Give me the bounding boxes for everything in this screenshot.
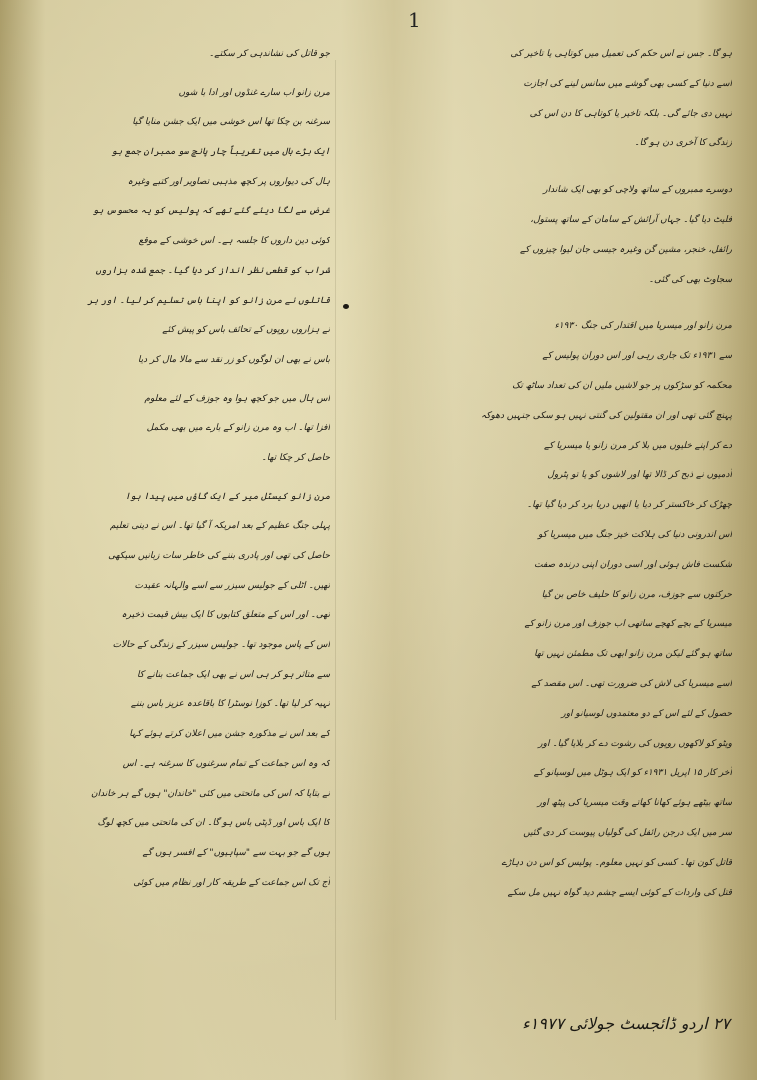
text-line: پہلی جنگ عظیم کے بعد امریکہ آ گیا تھا۔ اس نے دینی تعلیم xyxy=(110,521,330,532)
text-line: اسے میسریا کی لاش کی ضرورت تھی۔ اس مقصد کے xyxy=(531,678,732,689)
text-line: حاصل کی تھی اور پادری بننے کی خاطر سات زبانیں سیکھی xyxy=(108,551,330,561)
text-line: اس اندرونی دنیا کی ہلاکت خیز جنگ میں میسریا کو xyxy=(538,529,732,540)
paragraph xyxy=(0,79,330,376)
text-line: تہیہ کر لیا تھا۔ کوزا نوسٹرا کا باقاعدہ عزیز باس بننے xyxy=(130,699,330,710)
text-line: آخر کار ۱۵ اپریل ۱۹۳۱ء کو ایک ہوٹل میں لوسیانو کے xyxy=(533,768,732,779)
text-line: اسے دنیا کے کسی بھی گوشے میں سانس لینے کی اجازت xyxy=(523,78,732,89)
text-line: ہال کی دیواروں پر کچھ مذہبی تصاویر اور کتبے وغیرہ xyxy=(127,176,330,187)
text-line: باس نے بھی ان لوگوں کو زر نقد سے مالا مال کر دیا xyxy=(137,354,330,365)
text-line: نے ہزاروں روپوں کے تحائف باس کو پیش کئے xyxy=(162,325,330,336)
text-line: تھی۔ اور اس کے متعلق کتابوں کا ایک بیش قیمت ذخیرہ xyxy=(121,610,330,621)
text-line: مرن زانو کیسٹل میر کے ایک گاؤں میں پیدا ہوا xyxy=(124,491,330,502)
paragraph-gap xyxy=(0,70,330,79)
text-line: اس کے پاس موجود تھا۔ جولیس سیزر کے زندگی کے حالات xyxy=(112,640,330,651)
text-line: حصول کے لئے اس کے دو معتمدوں لوسیانو اور xyxy=(561,708,732,719)
text-line: اس ہال میں جو کچھ ہوا وہ جوزف کے لئے معلوم xyxy=(144,393,330,404)
text-line: سے متاثر ہو کر ہی اس نے بھی ایک جماعت بنانے کا xyxy=(137,669,330,680)
text-line: قاتل کون تھا۔ کسی کو نہیں معلوم۔ پولیس کو اس دن دہاڑے xyxy=(501,857,732,868)
left-column xyxy=(0,40,330,1060)
text-line: محکمہ کو سڑکوں پر جو لاشیں ملیں ان کی تعداد ساٹھ تک xyxy=(512,380,732,391)
paragraph xyxy=(330,312,732,908)
text-line: ساتھ بیٹھے ہوئے کھانا کھاتے وقت میسریا کی پیٹھ اور xyxy=(537,798,732,809)
text-line: فلیٹ دیا گیا۔ جہاں آرائش کے سامان کے ساتھ پستول، xyxy=(530,214,732,225)
paragraph xyxy=(0,385,330,474)
text-line: شراب کو قطعی نظر انداز کر دیا گیا۔ جمع شدہ ہزاروں xyxy=(95,265,330,276)
text-line: حرکتوں سے جوزف، مرن زانو کا حلیف خاص بن گیا xyxy=(541,589,732,600)
paragraph-gap xyxy=(0,376,330,385)
text-line: دے کر اپنے خلیوں میں بلا کر مرن زانو یا میسریا کے xyxy=(543,440,732,451)
text-line: کوئی دین داروں کا جلسہ ہے۔ اس خوشی کے موقع xyxy=(138,236,330,247)
text-line: زندگی کا آخری دن ہو گا۔ xyxy=(634,138,732,149)
text-line: حاصل کر چکا تھا۔ xyxy=(261,452,330,463)
text-line: نہیں دی جائے گی۔ بلکہ تاخیر یا کوتاہی کا دن اس کی xyxy=(529,108,732,119)
text-line: کا ایک باس اور ڈپٹی باس ہو گا۔ ان کی ماتحتی میں کچھ لوگ xyxy=(97,818,330,829)
text-line: مرن زانو اور میسریا میں اقتدار کی جنگ ۱۹۳۰ء xyxy=(554,321,732,332)
paragraph xyxy=(0,40,330,70)
text-line: ہو گا۔ جس نے اس حکم کی تعمیل میں کوتاہی یا تاخیر کی xyxy=(510,49,732,59)
paragraph xyxy=(330,40,732,159)
text-line: کہ وہ اس جماعت کے تمام سرغنوں کا سرغنہ ہے۔ اس xyxy=(122,758,330,769)
text-line: شکست فاش ہوئی اور اسی دوران اپنی درندہ صفت xyxy=(534,559,732,570)
page-number: 1 xyxy=(408,8,421,32)
text-line: ویٹو کو لاکھوں روپوں کی رشوت دے کر بلایا گیا۔ اور xyxy=(538,738,732,749)
text-line: قاتلوں نے مرن زانو کو اپنا باس تسلیم کر لیا۔ اور ہر xyxy=(87,295,330,306)
text-line: سجاوٹ بھی کی گئی۔ xyxy=(648,274,732,285)
page-footer: ۲۷ اردو ڈائجسٹ جولائی ۱۹۷۷ء xyxy=(522,1014,730,1033)
text-line: غرض سے لگا دیئے گئے تھے کہ پولیس کو یہ محسوس ہو xyxy=(92,206,330,217)
right-column xyxy=(330,40,732,1060)
text-line: میسریا کے بچے کھچے ساتھی اب جوزف اور مرن زانو کے xyxy=(524,619,732,630)
text-line: نے بتایا کہ اس کی ماتحتی میں کئی "خاندان" ہوں گے ہر خاندان xyxy=(90,788,330,799)
text-line: تھیں۔ اٹلی کے جولیس سیزر سے اسے والہانہ عقیدت xyxy=(134,580,330,591)
paragraph xyxy=(0,483,330,899)
text-line: کے بعد اس نے مذکورہ جشن میں اعلان کرتے ہوئے کہا xyxy=(129,729,330,740)
ink-dot-mark xyxy=(343,304,349,309)
text-line: چھڑک کر خاکستر کر دیا یا انھیں دریا برد کر دیا گیا تھا۔ xyxy=(526,500,732,511)
paragraph xyxy=(330,176,732,295)
text-line: مرن زانو اب سارے غنڈوں اور ادا با شوں xyxy=(178,87,330,98)
text-line: قتل کی واردات کے کوئی ایسے چشم دید گواہ نہیں مل سکے xyxy=(507,887,732,898)
paragraph-gap xyxy=(330,295,732,312)
text-line: دوسرے ممبروں کے ساتھ ولاچی کو بھی ایک شاندار xyxy=(543,185,732,196)
text-line: سے ۱۹۳۱ء تک جاری رہی اور اس دوران پولیس کے xyxy=(542,351,732,362)
text-line: ساتھ ہو گئے لیکن مرن زانو ابھی تک مطمئن نہیں تھا xyxy=(534,649,732,660)
text-line: افزا تھا۔ اب وہ مرن زانو کے بارے میں بھی مکمل xyxy=(146,423,330,434)
paragraph-gap xyxy=(0,474,330,483)
text-line: پہنچ گئی تھی اور ان مقتولین کی گنتی نہیں ہو سکی جنہیں دھوکہ xyxy=(480,410,732,421)
text-line: رائفل، خنجر، مشین گن وغیرہ جیسی جان لیوا چیزوں کے xyxy=(520,244,732,255)
text-line: آدمیوں نے ذبح کر ڈالا تھا اور لاشوں کو یا تو پٹرول xyxy=(547,470,732,481)
paragraph-gap xyxy=(330,159,732,176)
text-line: سرغنہ بن چکا تھا اس خوشی میں ایک جشن منایا گیا xyxy=(132,117,330,128)
text-line: سر میں ایک درجن رائفل کی گولیاں پیوست کر دی گئیں xyxy=(523,827,732,838)
text-line: ہوں گے جو بہت سے "سپاہیوں" کے افسر ہوں گے xyxy=(142,847,330,858)
text-line: جو قاتل کی نشاندہی کر سکتے۔ xyxy=(209,49,330,59)
text-line: ایک بڑے ہال میں تقریباً چار پانچ سو ممبران جمع ہو xyxy=(111,147,330,158)
text-line: آج تک اس جماعت کے طریقہ کار اور نظام میں کوئی xyxy=(133,877,330,888)
